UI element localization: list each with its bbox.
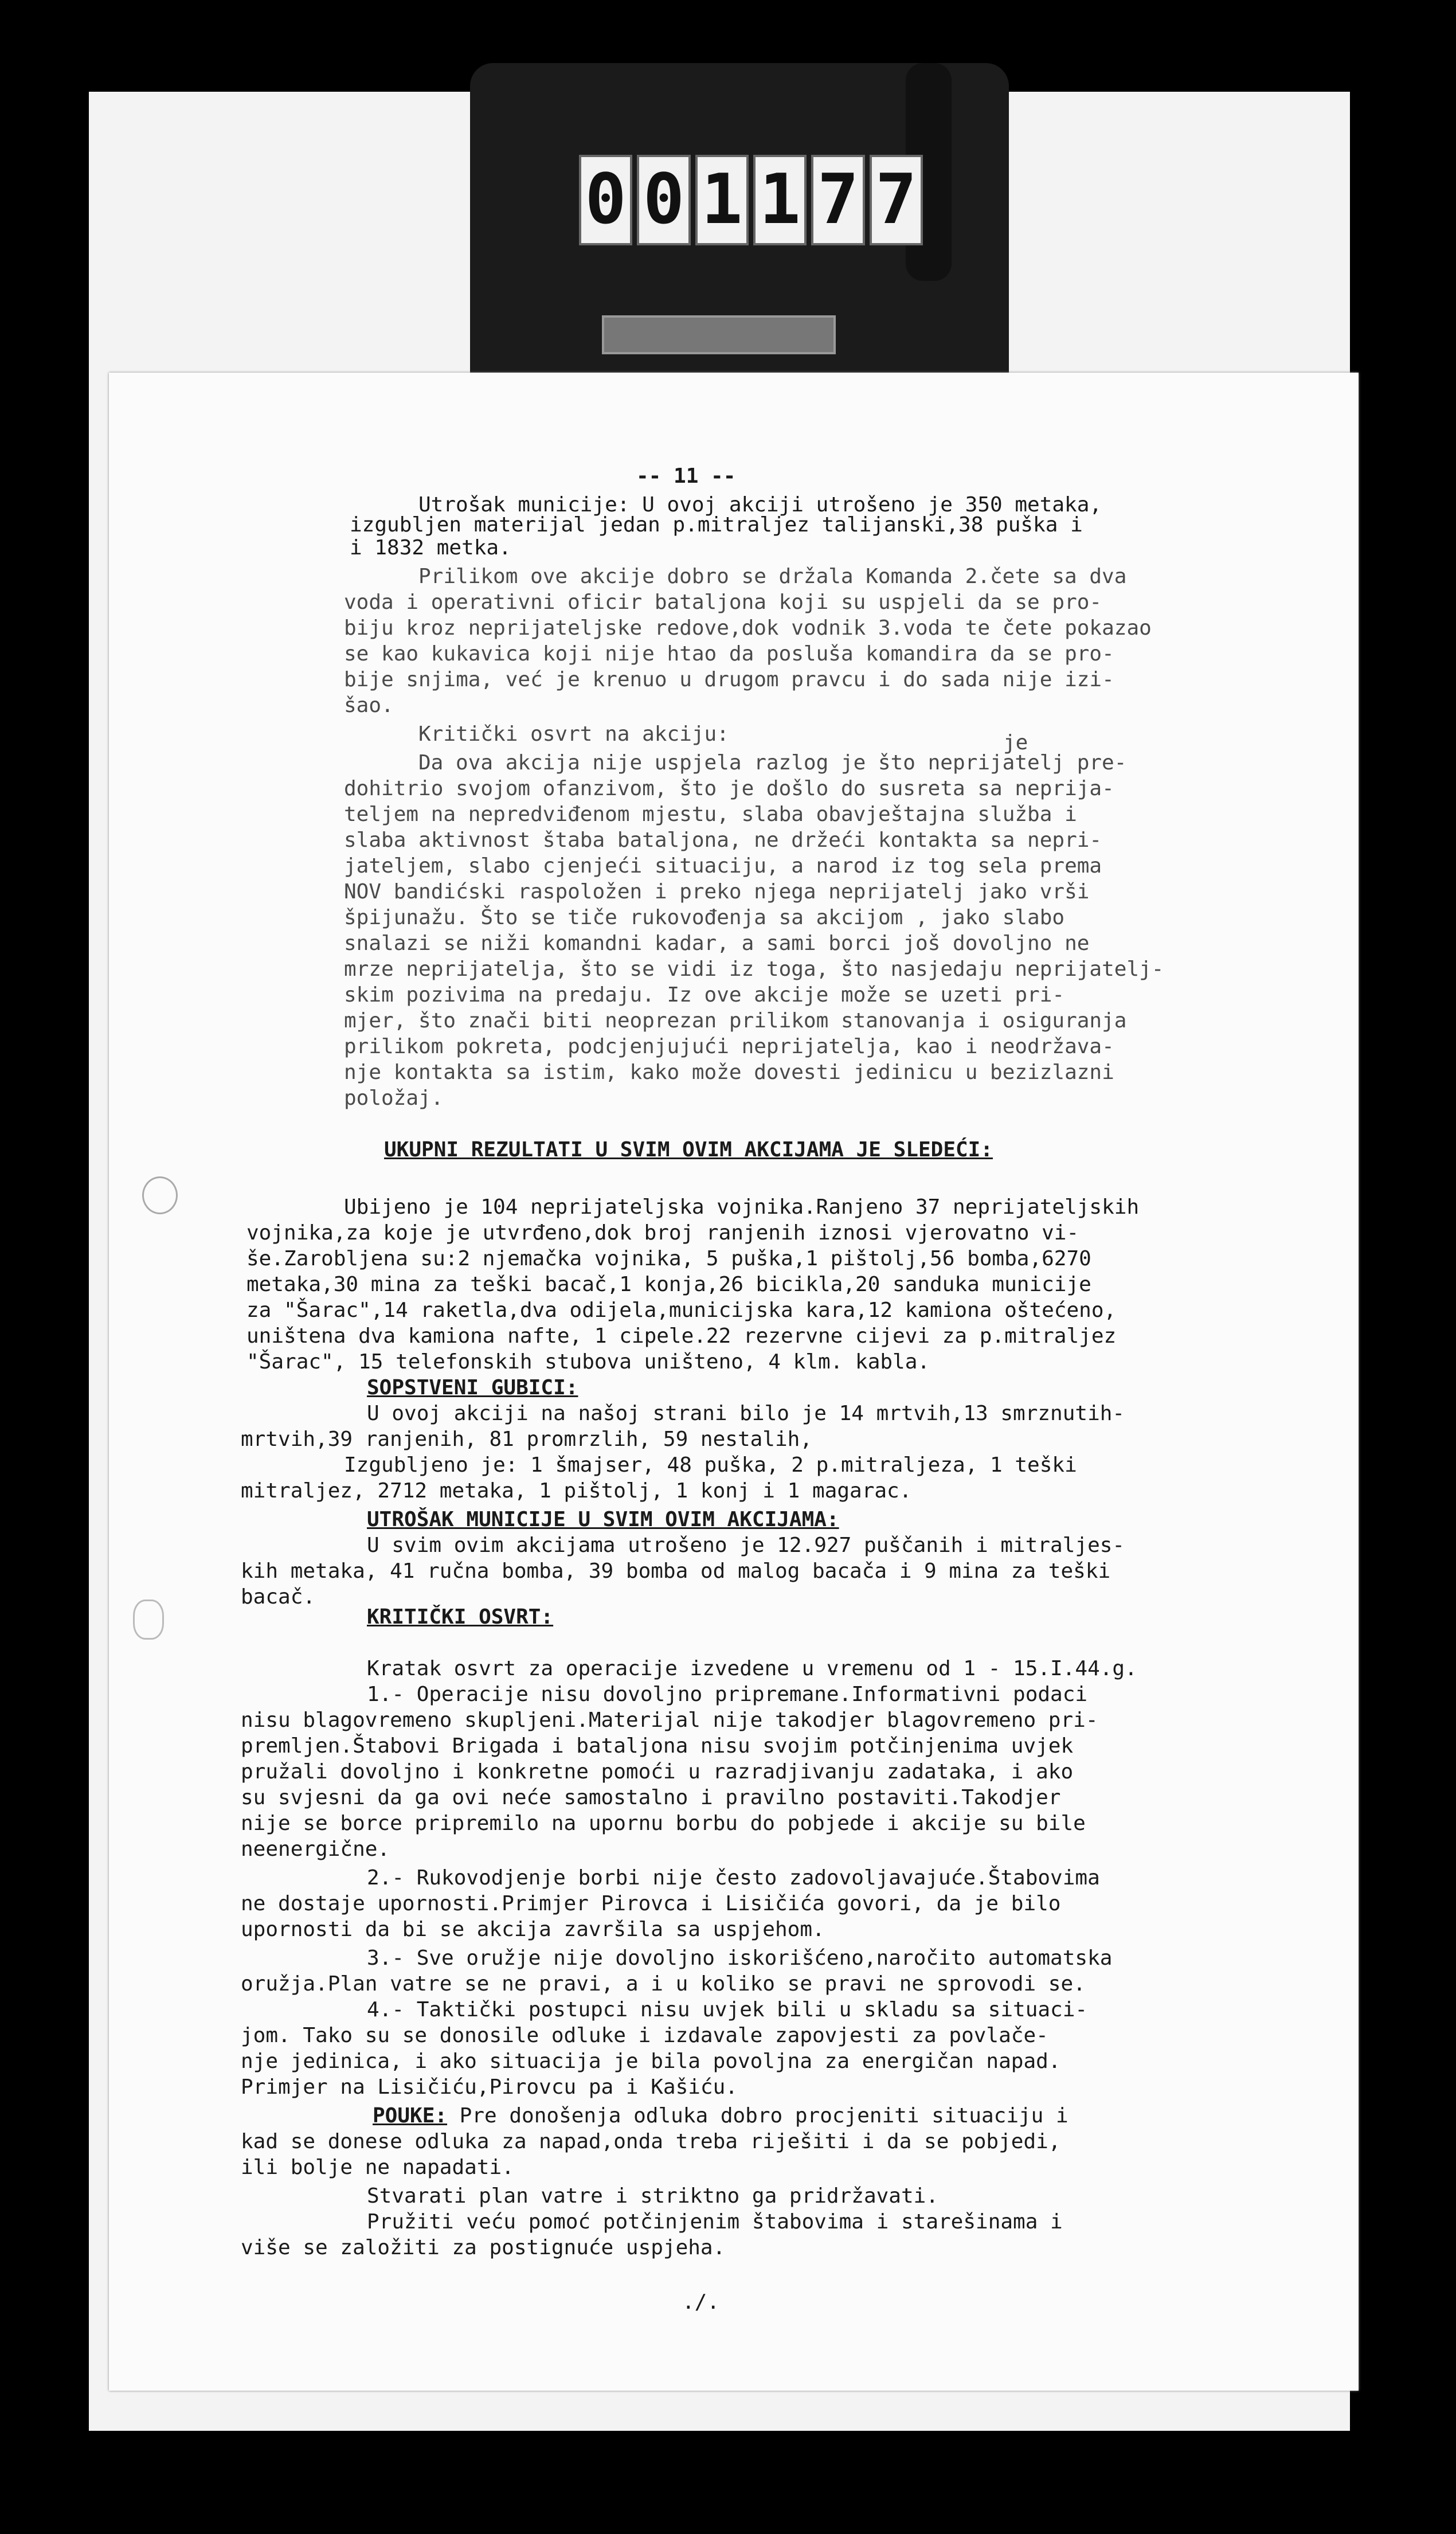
text-line: U svim ovim akcijama utrošeno je 12.927 puščanih i mitraljes-: [367, 1534, 1125, 1557]
text-line: kih metaka, 41 ručna bomba, 39 bomba od malog bacača i 9 mina za teški: [241, 1559, 1111, 1583]
counter-digit: 7: [870, 155, 923, 245]
text-line: biju kroz neprijateljske redove,dok vodnik 3.voda te čete pokazao: [344, 616, 1152, 640]
text-line: skim pozivima na predaju. Iz ove akcije može se uzeti pri-: [344, 983, 1065, 1007]
text-line: Prilikom ove akcije dobro se držala Komanda 2.čete sa dva: [418, 565, 1127, 588]
text-line: dohitrio svojom ofanzivom, što je došlo do susreta sa neprija-: [344, 777, 1114, 800]
heading-review: KRITIČKI OSVRT:: [367, 1605, 554, 1629]
text-line: bije snjima, već je krenuo u drugom pravcu i do sada nije izi-: [344, 668, 1114, 691]
text-line: upornosti da bi se akcija završila sa uspjehom.: [241, 1918, 825, 1941]
counter-digit: 0: [579, 155, 632, 245]
counter-digit: 7: [811, 155, 864, 245]
text-line: izgubljen materijal jedan p.mitraljez talijanski,38 puška i: [350, 513, 1083, 537]
text-line: pružali dovoljno i konkretne pomoći u razradjivanju zadataka, i ako: [241, 1760, 1074, 1784]
text-line: U ovoj akciji na našoj strani bilo je 14 mrtvih,13 smrznutih-: [367, 1402, 1125, 1425]
footer-mark: ./.: [682, 2290, 720, 2314]
margin-mark: [142, 1176, 178, 1214]
text-line: kad se donese odluka za napad,onda treba riješiti i da se pobjedi,: [241, 2130, 1061, 2153]
heading-losses: SOPSTVENI GUBICI:: [367, 1376, 578, 1399]
text-line: Stvarati plan vatre i striktno ga pridržavati.: [367, 2184, 938, 2208]
text-line: špijunažu. Što se tiče rukovođenja sa akcijom , jako slabo: [344, 906, 1065, 929]
text-line: ili bolje ne napadati.: [241, 2156, 514, 2179]
counter-digit: 1: [695, 155, 749, 245]
text-line: jateljem, slabo cjenjeći situaciju, a narod iz tog sela prema: [344, 854, 1102, 878]
text-line: nje jedinica, i ako situacija je bila povoljna za energičan napad.: [241, 2050, 1061, 2073]
text-line: uništena dva kamiona nafte, 1 cipele.22 rezervne cijevi za p.mitraljez: [246, 1324, 1117, 1348]
text-line: vojnika,za koje je utvrđeno,dok broj ranjenih iznosi vjerovatno vi-: [246, 1221, 1079, 1245]
text-line: mitraljez, 2712 metaka, 1 pištolj, 1 konj i 1 magarac.: [241, 1479, 912, 1503]
text-line: voda i operativni oficir bataljona koji su uspjeli da se pro-: [344, 591, 1102, 614]
text-line: šao.: [344, 694, 394, 717]
text-line: NOV bandićski raspoložen i preko njega neprijatelj jako vrši: [344, 880, 1090, 904]
text-line: Da ova akcija nije uspjela razlog je što neprijatelj pre-: [418, 751, 1127, 775]
text-line: 3.- Sve oružje nije dovoljno iskorišćeno,naročito automatska: [367, 1946, 1113, 1970]
text-line: bacač.: [241, 1585, 316, 1609]
text-line: jom. Tako su se donosile odluke i izdavale zapovjesti za povlače-: [241, 2024, 1048, 2047]
text-line: 1.- Operacije nisu dovoljno pripremane.Informativni podaci: [367, 1683, 1088, 1706]
text-line: premljen.Štabovi Brigada i bataljona nisu svojim potčinjenima uvjek: [241, 1734, 1074, 1758]
text-line: slaba aktivnost štaba bataljona, ne držeći kontakta sa nepri-: [344, 828, 1102, 852]
text-line: prilikom pokreta, podcjenjujući neprijatelja, kao i neodržava-: [344, 1035, 1114, 1058]
text-line: Primjer na Lisičiću,Pirovcu pa i Kašiću.: [241, 2075, 738, 2099]
text-line: "Šarac", 15 telefonskih stubova uništeno, 4 klm. kabla.: [246, 1350, 930, 1374]
text-line: mrtvih,39 ranjenih, 81 promrzlih, 59 nestalih,: [241, 1428, 812, 1451]
text-line: više se založiti za postignuće uspjeha.: [241, 2236, 726, 2259]
text-line: mjer, što znači biti neoprezan prilikom stanovanja i osiguranja: [344, 1009, 1127, 1033]
text-line: 2.- Rukovodjenje borbi nije često zadovoljavajuće.Štabovima: [367, 1866, 1100, 1890]
text-line: Ubijeno je 104 neprijateljska vojnika.Ranjeno 37 neprijateljskih: [344, 1195, 1140, 1219]
counter-digits: [579, 155, 923, 241]
text-line: Kratak osvrt za operacije izvedene u vremenu od 1 - 15.I.44.g.: [367, 1657, 1137, 1680]
text-line: teljem na nepredviđenom mjestu, slaba obavještajna služba i: [344, 803, 1077, 826]
text-line: Utrošak municije: U ovoj akciji utrošeno je 350 metaka,: [418, 493, 1102, 517]
page-counter-stamp: [470, 63, 1009, 396]
text-line: za "Šarac",14 raketla,dva odijela,municijska kara,12 kamiona oštećeno,: [246, 1299, 1117, 1322]
text-line: mrze neprijatelja, što se vidi iz toga, što nasjedaju neprijatelj-: [344, 957, 1164, 981]
text-line: Pružiti veću pomoć potčinjenim štabovima i starešinama i: [367, 2210, 1063, 2234]
superscript-insert: je: [1003, 731, 1028, 754]
text-line: nje kontakta sa istim, kako može dovesti jedinicu u bezizlazni: [344, 1061, 1114, 1084]
text-line: i 1832 metka.: [350, 536, 511, 560]
text-line: snalazi se niži komandni kadar, a sami borci još dovoljno ne: [344, 932, 1090, 955]
text-line: Pre donošenja odluka dobro procjeniti situaciju i: [447, 2104, 1068, 2128]
text-line: nije se borce pripremilo na upornu borbu do pobjede i akcije su bile: [241, 1812, 1086, 1835]
text-line: oružja.Plan vatre se ne pravi, a i u koliko se pravi ne sprovodi se.: [241, 1972, 1086, 1996]
text-line: Kritički osvrt na akciju:: [418, 722, 729, 746]
text-line: še.Zarobljena su:2 njemačka vojnika, 5 puška,1 pištolj,56 bomba,6270: [246, 1247, 1091, 1270]
counter-digit: 0: [637, 155, 690, 245]
text-line: neenergične.: [241, 1837, 390, 1861]
text-line: metaka,30 mina za teški bacač,1 konja,26 bicikla,20 sanduka municije: [246, 1273, 1091, 1296]
text-line: ne dostaje upornosti.Primjer Pirovca i Lisičića govori, da je bilo: [241, 1892, 1061, 1915]
page-number: -- 11 --: [636, 464, 736, 488]
text-line: se kao kukavica koji nije htao da posluša komandira da se pro-: [344, 642, 1114, 666]
counter-plate: [602, 315, 836, 354]
text-line: položaj.: [344, 1086, 444, 1110]
text-line: su svjesni da ga ovi neće samostalno i pravilno postaviti.Takodjer: [241, 1786, 1061, 1809]
heading-ammo: UTROŠAK MUNICIJE U SVIM OVIM AKCIJAMA:: [367, 1508, 839, 1531]
text-line: 4.- Taktički postupci nisu uvjek bili u skladu sa situaci-: [367, 1998, 1088, 2021]
heading-results: UKUPNI REZULTATI U SVIM OVIM AKCIJAMA JE SLEDEĆI:: [384, 1138, 993, 1162]
text-line: Izgubljeno je: 1 šmajser, 48 puška, 2 p.mitraljeza, 1 teški: [344, 1453, 1077, 1477]
counter-digit: 1: [753, 155, 807, 245]
margin-mark: [133, 1600, 164, 1640]
pouke-label: POUKE:: [373, 2104, 448, 2128]
text-line: nisu blagovremeno skupljeni.Materijal nije takodjer blagovremeno pri-: [241, 1708, 1098, 1732]
